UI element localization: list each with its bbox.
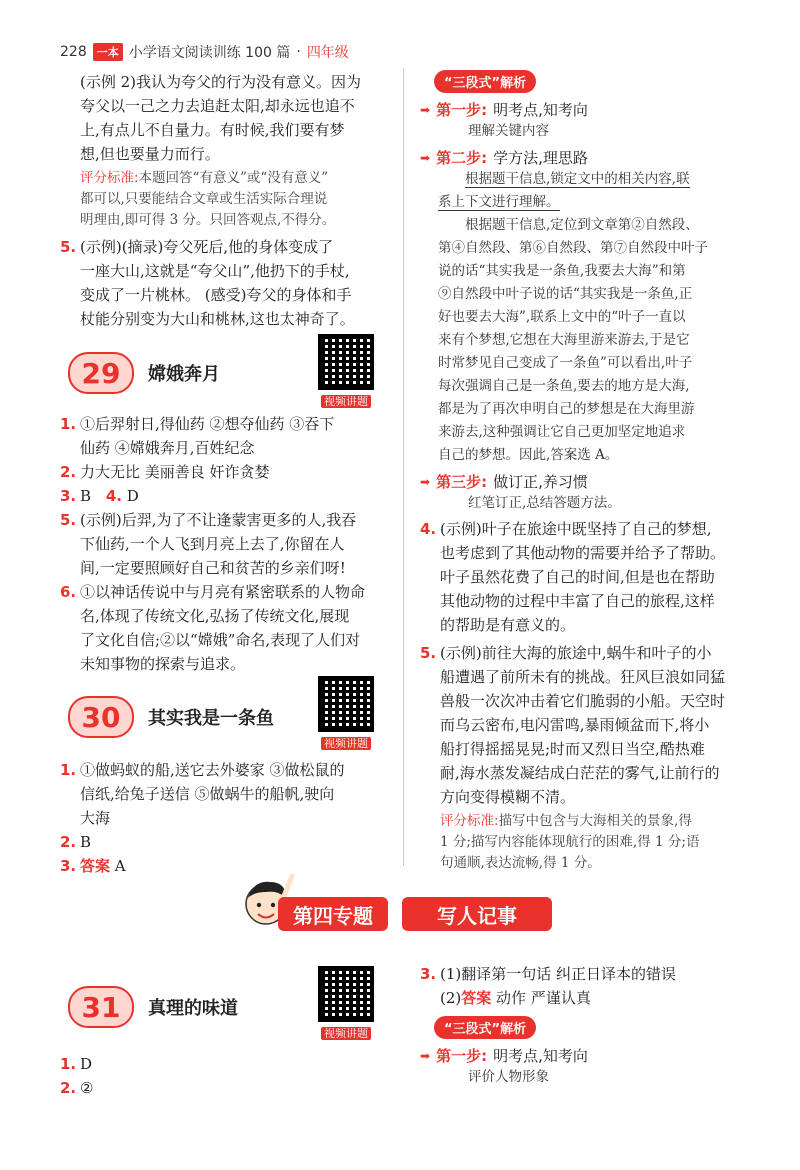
underlined-line: 根据题干信息,锁定文中的相关内容,联 <box>465 171 690 187</box>
lesson-number-badge <box>68 352 134 394</box>
answer-label: 答案 <box>80 857 111 875</box>
text-line: 了文化自信;②以“嫦娥”命名,表现了人们对 <box>80 631 361 649</box>
text-line: 每次强调自己是一条鱼,要去的地方是大海, <box>438 378 690 394</box>
text-line: 来游去,这种强调让它自己更加坚定地追求 <box>438 424 686 440</box>
step-text: 明考点,知考向 <box>493 1047 588 1065</box>
lesson-30-answers <box>60 758 390 878</box>
qr-code-30[interactable] <box>318 676 374 751</box>
scoring-criteria <box>80 168 390 231</box>
page-number: 228 <box>60 44 87 60</box>
text-line: 兽般一次次冲击着它们脆弱的小船。天空时 <box>440 692 726 710</box>
answer-item <box>60 580 390 676</box>
text-line: 第④自然段、第⑥自然段、第⑦自然段中叶子 <box>438 240 708 256</box>
step-label: 第二步: <box>436 149 488 167</box>
answer-item <box>60 508 390 580</box>
text-line: D <box>126 487 139 505</box>
text-line: 明理由,即可得 3 分。只回答观点,不得分。 <box>80 212 336 228</box>
answer-item <box>60 412 390 460</box>
arrow-right-icon: ➡ <box>420 474 431 489</box>
book-title: 小学语文阅读训练 100 篇 <box>128 45 291 61</box>
text-line: 杖能分别变为大山和桃林,这也太神奇了。 <box>80 310 355 328</box>
question-number: 4. <box>420 520 437 538</box>
text-line: 未知事物的探索与追求。 <box>80 655 246 673</box>
answer-label: 答案 <box>461 989 492 1007</box>
question-number: 5. <box>60 511 77 529</box>
step-text: 做订正,养习惯 <box>493 473 588 491</box>
page-header <box>60 42 349 62</box>
text-line: A <box>114 857 126 875</box>
step-text: 明考点,知考向 <box>493 101 588 119</box>
text-line: ② <box>80 1079 94 1097</box>
answer-item <box>60 1076 380 1100</box>
step-text: 学方法,理思路 <box>493 149 588 167</box>
answer-item <box>60 484 390 508</box>
lesson-number: 29 <box>81 356 121 390</box>
step-label: 第一步: <box>436 1047 488 1065</box>
text-line: 1 分;描写内容能体现航行的困难,得 1 分;语 <box>440 834 700 850</box>
text-line: 时常梦见自己变成了一条鱼”可以看出,叶子 <box>438 355 693 371</box>
question-number: 1. <box>60 761 77 779</box>
text-line: 船打得摇摇晃晃;时而又烈日当空,酷热难 <box>440 740 705 758</box>
question-number: 2. <box>60 1079 77 1097</box>
qr-code-icon[interactable] <box>318 334 374 390</box>
text-line: 本题回答“有意义”或“没有意义” <box>138 170 329 186</box>
lesson-number: 30 <box>81 700 121 734</box>
grade-label: 四年级 <box>306 45 349 61</box>
step-1 <box>420 1045 780 1066</box>
lesson-number: 31 <box>81 990 121 1024</box>
lesson-31-answers <box>60 1052 380 1100</box>
question-3 <box>420 962 780 1010</box>
question-5 <box>420 641 780 809</box>
text-line: (1)翻译第一句话 纠正日译本的错误 <box>440 965 677 983</box>
lesson-title: 嫦娥奔月 <box>148 364 220 385</box>
step-1 <box>420 99 780 120</box>
column-divider <box>403 68 404 866</box>
text-line: 耐,海水蒸发凝结成白茫茫的雾气,让前行的 <box>440 764 720 782</box>
question-number: 3. <box>60 857 77 875</box>
three-step-pill: “三段式”解析 <box>434 1016 536 1039</box>
text-line: 上,有点儿不自量力。有时候,我们要有梦 <box>80 121 345 139</box>
question-5 <box>60 235 390 331</box>
text-line: 叶子虽然花费了自己的时间,但是也在帮助 <box>440 568 715 586</box>
qr-code-icon[interactable] <box>318 676 374 732</box>
arrow-right-icon: ➡ <box>420 102 431 117</box>
text-line: 一座大山,这就是“夸父山”,他扔下的手杖, <box>80 262 350 280</box>
lesson-30-heading <box>68 696 274 738</box>
text-line: 说的话“其实我是一条鱼,我要去大海”和第 <box>438 263 686 279</box>
scoring-label: 评分标准: <box>80 170 139 186</box>
answer-item <box>60 758 390 830</box>
lesson-number-badge <box>68 696 134 738</box>
question-number: 3. <box>60 487 77 505</box>
arrow-right-icon: ➡ <box>420 1048 431 1063</box>
text-line: 间,一定要照顾好自己和贫苦的乡亲们呀! <box>80 559 346 577</box>
text-line: 船遭遇了前所未有的挑战。狂风巨浪如同猛 <box>440 668 726 686</box>
text-line: 自己的梦想。因此,答案选 A。 <box>438 447 619 463</box>
text-line: (示例)后羿,为了不让逢蒙害更多的人,我吞 <box>80 511 357 529</box>
text-line: 都是为了再次申明自己的梦想是在大海里游 <box>438 401 695 417</box>
step-label: 第三步: <box>436 473 488 491</box>
question-number: 6. <box>60 583 77 601</box>
text-line: ①后羿射日,得仙药 ②想夺仙药 ③吞下 <box>80 415 335 433</box>
text-line: B <box>80 833 92 851</box>
arrow-right-icon: ➡ <box>420 150 431 165</box>
text-line: 描写中包含与大海相关的景象,得 <box>498 813 692 829</box>
question-number: 1. <box>60 1055 77 1073</box>
text-line: D <box>80 1055 93 1073</box>
scoring-label: 评分标准: <box>440 813 499 829</box>
right-top-analysis <box>420 70 780 874</box>
section-title: 写人记事 <box>402 897 552 931</box>
text-line: (示例)前往大海的旅途中,蜗牛和叶子的小 <box>440 644 712 662</box>
qr-label: 视频讲题 <box>321 395 371 408</box>
text-line: 好也要去大海”,联系上文中的“叶子一直以 <box>438 309 686 325</box>
text-line: 方向变得模糊不清。 <box>440 788 576 806</box>
text-line: (示例)叶子在旅途中既坚持了自己的梦想, <box>440 520 712 538</box>
step-label: 第一步: <box>436 101 488 119</box>
text-line: (2) <box>440 989 462 1007</box>
qr-code-31[interactable] <box>318 966 374 1041</box>
text-line: 信纸,给兔子送信 ⑤做蜗牛的船帆,驶向 <box>80 785 335 803</box>
answer-item <box>60 460 390 484</box>
text-line: 来有个梦想,它想在大海里游来游去,于是它 <box>438 332 690 348</box>
lesson-29-answers <box>60 412 390 676</box>
question-number: 5. <box>60 238 77 256</box>
handwritten-note: 评价人物形象 <box>468 1069 549 1085</box>
text-line: 力大无比 美丽善良 奸诈贪婪 <box>80 463 270 481</box>
text-line: 下仙药,一个人飞到月亮上去了,你留在人 <box>80 535 345 553</box>
section-number: 第四专题 <box>278 897 388 931</box>
answer-item <box>60 830 390 854</box>
text-line: 其他动物的过程中丰富了自己的旅程,这样 <box>440 592 715 610</box>
underlined-line: 系上下文进行理解。 <box>438 194 560 210</box>
lesson-title: 其实我是一条鱼 <box>148 708 274 729</box>
question-4 <box>420 517 780 637</box>
question-number: 4. <box>105 487 122 505</box>
answer-item <box>60 854 390 878</box>
question-number: 5. <box>420 644 437 662</box>
text-line: ⑨自然段中叶子说的话“其实我是一条鱼,正 <box>438 286 693 302</box>
text-line: ①做蚂蚁的船,送它去外婆家 ③做松鼠的 <box>80 761 345 779</box>
text-line: 想,但也要量力而行。 <box>80 145 220 163</box>
title-separator: · <box>296 44 301 60</box>
three-step-pill: “三段式”解析 <box>434 70 536 93</box>
text-line: 变成了一片桃林。 (感受)夸父的身体和手 <box>80 286 352 304</box>
qr-label: 视频讲题 <box>321 1027 371 1040</box>
left-top-answers <box>60 70 390 331</box>
text-line: 都可以,只要能结合文章或生活实际合理说 <box>80 191 328 207</box>
qr-code-29[interactable] <box>318 334 374 409</box>
text-line: (示例)(摘录)夸父死后,他的身体变成了 <box>80 238 334 256</box>
scoring-criteria <box>440 811 780 874</box>
right-bottom-answers <box>420 962 780 1089</box>
text-line: ①以神话传说中与月亮有紧密联系的人物命 <box>80 583 366 601</box>
text-line: 仙药 ④嫦娥奔月,百姓纪念 <box>80 439 255 457</box>
text-line: 大海 <box>80 809 111 827</box>
text-line: 也考虑到了其他动物的需要并给予了帮助。 <box>440 544 726 562</box>
text-line: 而乌云密布,电闪雷鸣,暴雨倾盆而下,将小 <box>440 716 710 734</box>
text-line: 的帮助是有意义的。 <box>440 616 576 634</box>
text-line: 根据题干信息,定位到文章第②自然段、 <box>465 217 699 233</box>
lesson-number-badge <box>68 986 134 1028</box>
question-number: 2. <box>60 833 77 851</box>
step-2 <box>420 147 780 168</box>
text-line: B <box>80 487 92 505</box>
text-line: (示例 2)我认为夸父的行为没有意义。因为 <box>80 73 362 91</box>
question-number: 1. <box>60 415 77 433</box>
lesson-29-heading <box>68 352 220 394</box>
qr-label: 视频讲题 <box>321 737 371 750</box>
lesson-title: 真理的味道 <box>148 998 238 1019</box>
answer-item <box>60 1052 380 1076</box>
handwritten-note: 理解关键内容 <box>468 123 549 139</box>
text-line: 句通顺,表达流畅,得 1 分。 <box>440 855 601 871</box>
question-number: 3. <box>420 965 437 983</box>
brand-logo: 一本 <box>93 43 123 61</box>
lesson-31-heading <box>68 986 238 1028</box>
section-banner <box>230 896 570 932</box>
handwritten-note: 红笔订正,总结答题方法。 <box>468 495 621 511</box>
text-line: 动作 严谨认真 <box>496 989 591 1007</box>
handwritten-method <box>438 168 780 467</box>
text-line: 夸父以一己之力去追赶太阳,却永远也追不 <box>80 97 355 115</box>
banner-gap <box>388 897 402 931</box>
text-line: 名,体现了传统文化,弘扬了传统文化,展现 <box>80 607 350 625</box>
step-3 <box>420 471 780 492</box>
qr-code-icon[interactable] <box>318 966 374 1022</box>
question-number: 2. <box>60 463 77 481</box>
